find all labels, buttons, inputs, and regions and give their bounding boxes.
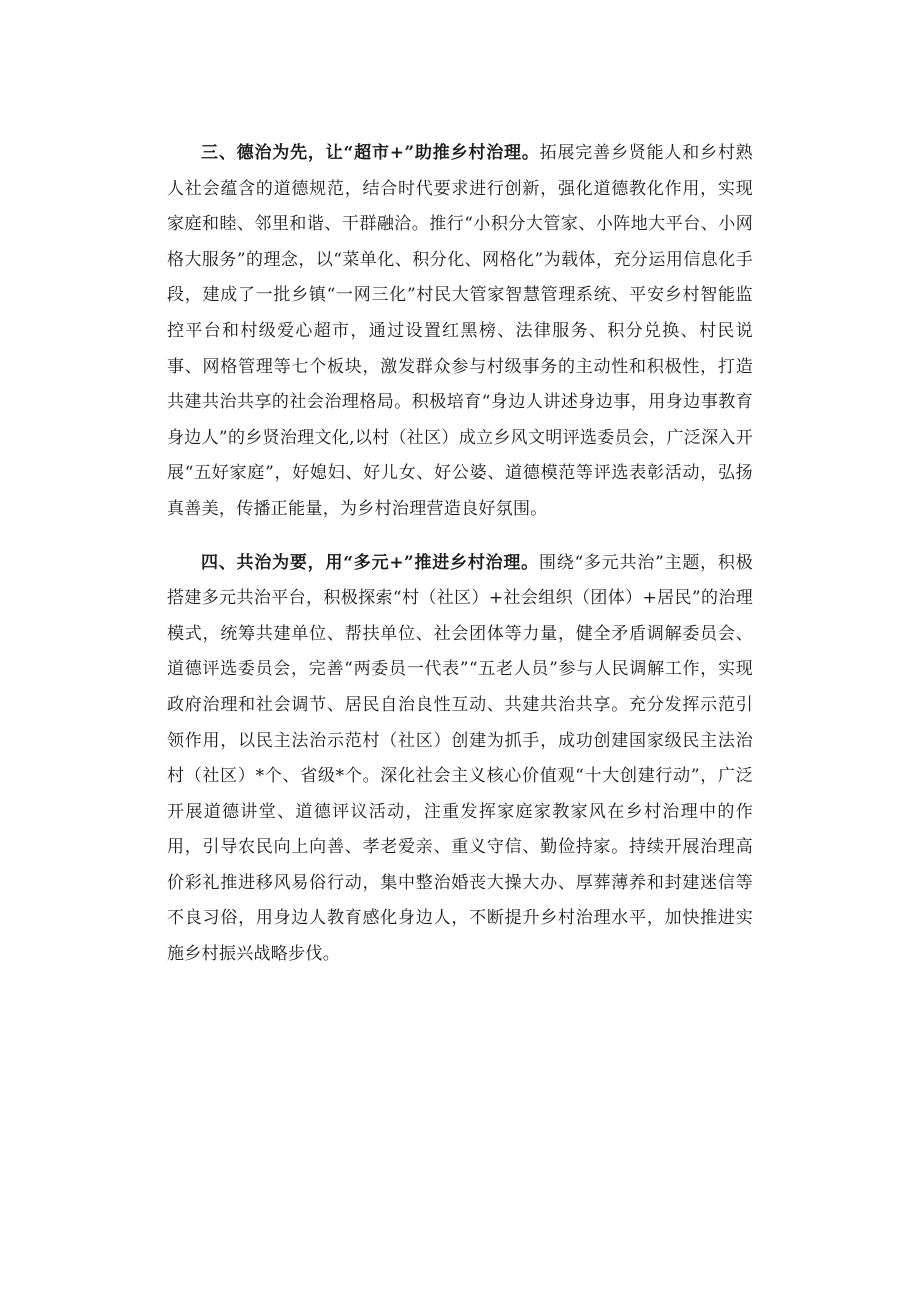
paragraph-section-three xyxy=(167,136,753,528)
section-four-heading: 四、共治为要，用“多元+”推进乡村治理。 xyxy=(201,552,539,573)
section-three-heading: 三、德治为先，让“超市+”助推乡村治理。 xyxy=(201,143,540,163)
paragraph-section-four xyxy=(167,546,753,973)
section-three-text: 拓展完善乡贤能人和乡村熟人社会蕴含的道德规范，结合时代要求进行创新，强化道德教化作用，实现家庭和睦、邻里和谐、干群融洽。推行“小积分大管家、小阵地大平台、小网格大服务”的理念，以“菜单化、积分化、网格化”为载体，充分运用信息化手段，建成了一批乡镇“一网三化”村民大管家智慧管理系统、平安乡村智能监控平台和村级爱心超市，通过设置红黑榜、法律服务、积分兑换、村民说事、网格管理等七个板块，激发群众参与村级事务的主动性和积极性，打造共建共治共享的社会治理格局。积极培育“身边人讲述身边事，用身边事教育身边人”的乡贤治理文化,以村（社区）成立乡风文明评选委员会，广泛深入开展“五好家庭”，好媳妇、好儿女、好公婆、道德模范等评选表彰活动，弘扬真善美，传播正能量，为乡村治理营造良好氛围。 xyxy=(167,143,753,519)
document-body xyxy=(167,136,753,973)
section-four-text: 围绕“多元共治”主题，积极搭建多元共治平台，积极探索“村（社区）+社会组织（团体）+居民”的治理模式，统筹共建单位、帮扶单位、社会团体等力量，健全矛盾调解委员会、道德评选委员会，完善“两委员一代表”“五老人员”参与人民调解工作，实现政府治理和社会调节、居民自治良性互动、共建共治共享。充分发挥示范引领作用，以民主法治示范村（社区）创建为抓手，成功创建国家级民主法治村（社区）*个、省级*个。深化社会主义核心价值观“十大创建行动”，广泛开展道德讲堂、道德评议活动，注重发挥家庭家教家风在乡村治理中的作用，引导农民向上向善、孝老爱亲、重义守信、勤俭持家。持续开展治理高价彩礼推进移风易俗行动，集中整治婚丧大操大办、厚葬薄养和封建迷信等不良习俗，用身边人教育感化身边人，不断提升乡村治理水平，加快推进实施乡村振兴战略步伐。 xyxy=(167,552,753,965)
